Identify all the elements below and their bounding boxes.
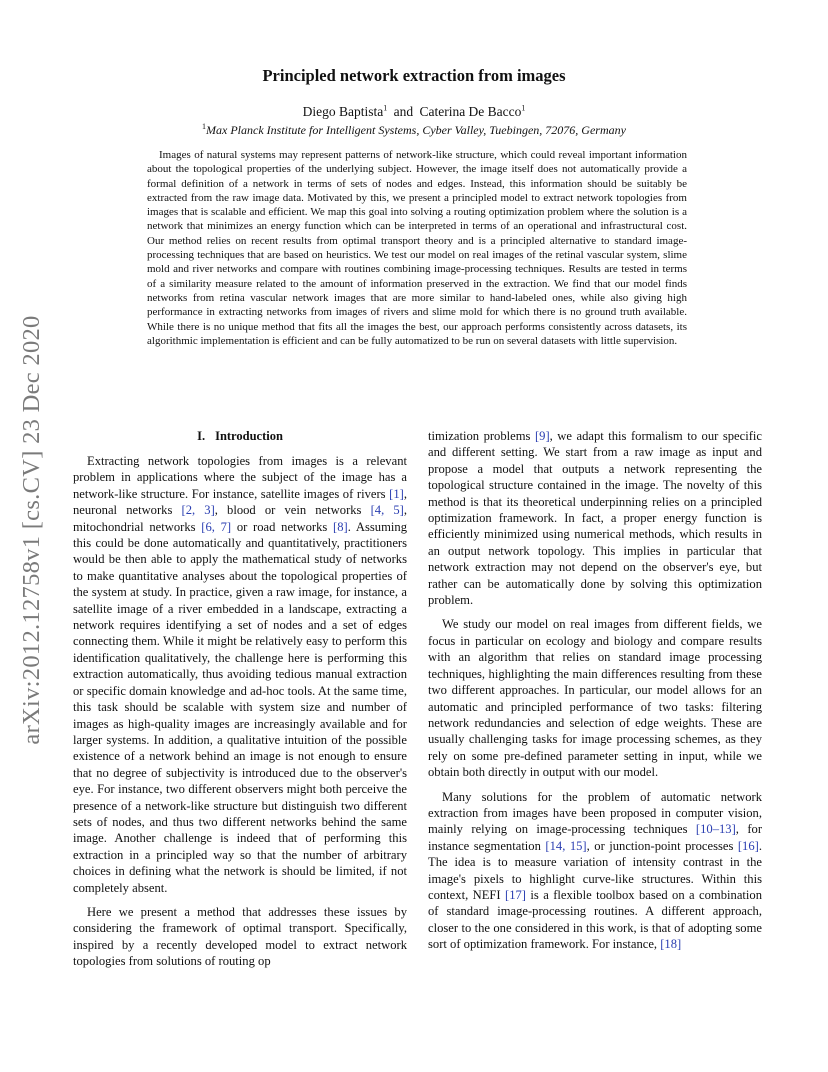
arxiv-identifier: [12, 285, 52, 775]
citation-link[interactable]: [2, 3]: [181, 503, 215, 518]
paragraph-text: , for instance segmentation: [428, 822, 763, 853]
citation-link[interactable]: [16]: [737, 838, 759, 853]
paper-title: Principled network extraction from images: [262, 66, 566, 85]
citation-link[interactable]: [8]: [333, 519, 348, 534]
citation-link[interactable]: [14, 15]: [545, 838, 587, 853]
right-column: [428, 428, 762, 953]
paragraph-text: , blood or vein networks: [214, 503, 371, 518]
arxiv-identifier-text: arXiv:2012.12758v1 [cs.CV] 23 Dec 2020: [18, 315, 45, 745]
section-heading: [73, 428, 407, 444]
paragraph-text: We study our model on real images from different fields, we focus in particular on ecology and biology and compare results with an algorithm that relies on standard image processing techniques, highlighting the main differences resulting from these two different approaches. In particular, our model allows for an automatic and principled performance of two tasks: filtering network redundancies and selection of edge weights. These are usually challenging tasks for image processing schemes, as they rely on some pre-defined parameter setting in input, while we obtain both directly in output with our model.: [428, 617, 762, 780]
citation-link[interactable]: [18]: [660, 937, 682, 952]
section-title: Introduction: [215, 429, 283, 443]
author-list: [0, 104, 828, 120]
affiliation: [0, 123, 828, 138]
body-paragraph: [428, 789, 762, 953]
paragraph-text: . Assuming this could be done automatically and quantitatively, practitioners would be then able to apply the mathematical study of networks to make quantitative analyses about the topological properties of the system at study. In practice, given a raw image, for instance, a satellite image of a river embedded in a landscape, extracting a network requires identifying a set of nodes and a set of edges connecting them. While it might be relatively easy to perform this identification qualitatively, the challenge here is performing this extraction automatically, thus avoiding tedious manual extraction or specific domain knowledge and ad-hoc tools. At the same time, this task should be scalable with system size and number of images as high-quality images are increasingly available and for larger systems. In addition, a qualitative intuition of the possible existence of a network behind an image is not enough to ensure that no degree of subjectivity is introduced due to the observer's eye. For instance, two different observers might both perceive the presence of a network-like structure but distinguish two different sets of nodes, and thus two different networks behind the same image. Another challenge is indeed that of performing this extraction in a principled way so that the number of arbitrary choices in defining what the network is should be limited, if not completely absent.: [73, 519, 407, 895]
paragraph-text: . The idea is to measure variation of intensity contrast in the image's pixels to highlight curve-like structures. Within this context, NEFI: [428, 838, 762, 902]
left-column-body: [73, 453, 407, 970]
abstract: Images of natural systems may represent patterns of network-like structure, which could reveal important information about the topological properties of the underlying subject. However, the image itself does not automatically provide a formal definition of a network in terms of sets of nodes and edges. Instead, this information should be suitably be extracted from the raw image data. Motivated by this, we present a principled model to extract network topologies from images that is scalable and efficient. We map this goal into solving a routing optimization problem where the solution is a network that minimizes an energy function which can be interpreted in terms of an operational and infrastructural cost. Our method relies on recent results from optimal transport theory and is a principled alternative to standard image-processing techniques that are based on heuristics. We test our model on real images of the retinal vascular system, slime mold and river networks and compare with routines combining image-processing techniques. Results are tested in terms of a similarity measure related to the amount of information preserved in the extraction. We find that our model finds networks from retina vascular network images that are more similar to hand-labeled ones, while also giving high performance in extracting networks from images of rivers and slime mold for which there is no ground truth available. While there is no unique method that fits all the images the best, our approach performs consistently across datasets, its algorithmic implementation is efficient and can be fully automatized to be run on several datasets with little supervision.: [147, 149, 687, 347]
body-paragraph: [428, 428, 762, 608]
paragraph-text: Extracting network topologies from images is a relevant problem in applications where the subject of the image has a network-like structure. For instance, satellite images of rivers: [73, 454, 407, 501]
author-name: Diego Baptista: [302, 104, 384, 119]
paragraph-text: , or junction-point processes: [586, 838, 738, 853]
paragraph-text: is a flexible toolbox based on a combination of standard image-processing routines. A different approach, closer to the one considered in this work, is that of adopting some sort of optimization framework. For instance,: [428, 887, 762, 952]
left-column: [73, 428, 407, 970]
citation-link[interactable]: [1]: [389, 486, 404, 501]
affiliation-mark: 1: [202, 122, 207, 131]
affiliation-mark: 1: [383, 103, 388, 113]
citation-link[interactable]: [4, 5]: [370, 503, 404, 518]
paragraph-text: Here we present a method that addresses these issues by considering the framework of optimal transport. Specifically, inspired by a recently developed model to extract network topologies from solutions of routing op: [73, 904, 407, 969]
paragraph-text: , neuronal networks: [73, 486, 407, 518]
citation-link[interactable]: [17]: [505, 887, 526, 902]
paragraph-text: , mitochondrial networks: [73, 503, 408, 534]
section-number: I.: [197, 429, 206, 443]
right-column-body: [428, 428, 762, 953]
citation-link[interactable]: [10–13]: [695, 822, 736, 837]
affiliation-text: Max Planck Institute for Intelligent Systems, Cyber Valley, Tuebingen, 72076, Germany: [206, 123, 626, 137]
author-name: Caterina De Bacco: [419, 104, 522, 119]
citation-link[interactable]: [9]: [534, 429, 550, 443]
citation-link[interactable]: [6, 7]: [201, 519, 232, 534]
paragraph-text: or road networks: [231, 519, 334, 534]
paragraph-text: timization problems: [428, 429, 535, 443]
body-paragraph: [73, 453, 407, 896]
paragraph-text: Many solutions for the problem of automatic network extraction from images have been proposed in computer vision, mainly relying on image-processing techniques: [428, 789, 762, 837]
paragraph-text: , we adapt this formalism to our specific and different setting. We start from a raw image as input and propose a model that outputs a network representing the topological structure contained in the image. The novelty of this method is that its theoretical underpinning relies on a principled optimization framework. In fact, a proper energy function is efficiently minimized using numerical methods, which results in an output network topology. This implies in particular that network extraction may not depend on the observer's eye, but rather can be automatically done by solving this optimization problem.: [428, 429, 762, 608]
author-separator: and: [393, 104, 414, 119]
body-paragraph: [428, 616, 762, 780]
affiliation-mark: 1: [521, 103, 526, 113]
body-paragraph: [73, 904, 407, 970]
